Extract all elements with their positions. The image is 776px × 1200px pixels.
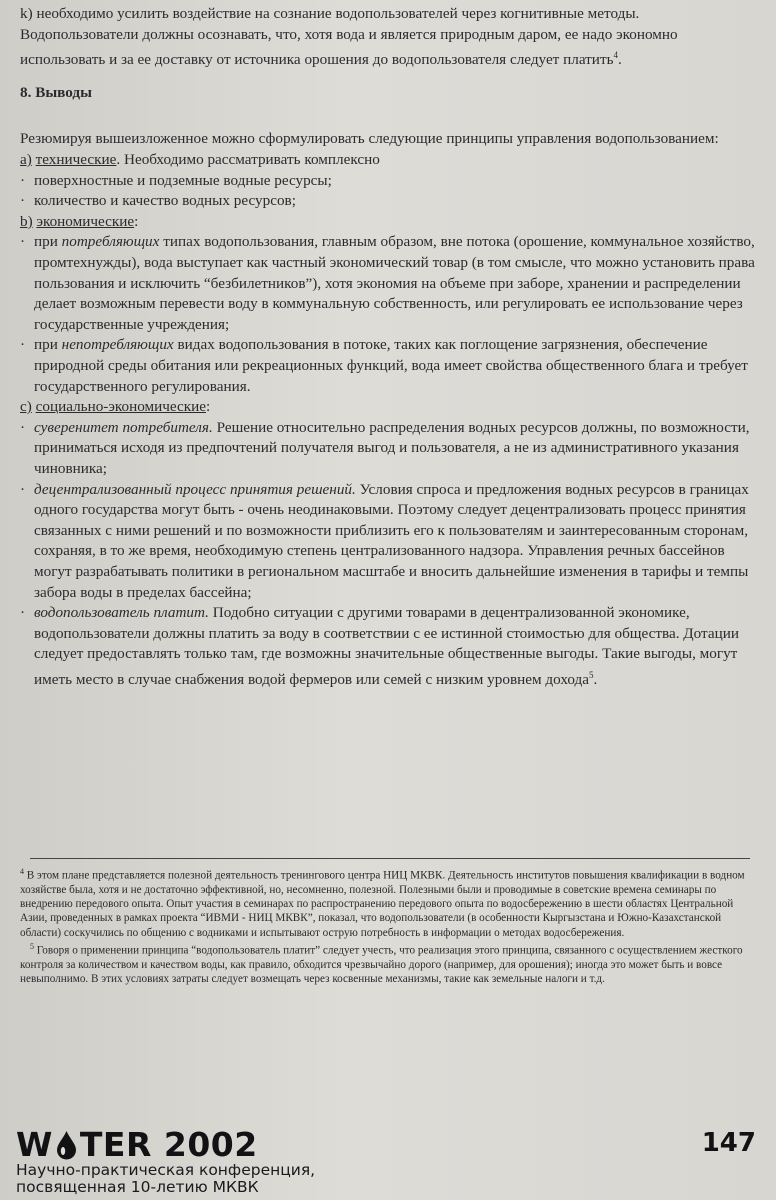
period: .	[593, 670, 598, 688]
footnote-ref-4: 4	[613, 50, 619, 61]
footnote-5	[20, 940, 755, 986]
logo-text: TER 2002	[79, 1125, 258, 1164]
paragraph-k: k) необходимо усилить воздействие на сознание водопользователей через когнитивные методы. Водопользователи должны осознавать, что, хотя вода и является природным даром, ее надо экономно использовать и за ее доставку от источника орошения до водопользователя следует платить$^4$.	[20, 5, 678, 69]
footnote-text: Говоря о применении принципа “водопользователь платит” следует учесть, что реализация этого принципа, связанного с осуществлением жесткого контроля за количеством и качеством воды, как правило, обходится чрезвычайно дорого (например, для орошения); иногда это может быть и вовсе невыполнимо. В этих условиях затраты следует возмещать через косвенные механизмы, такие как земельные налоги и т.д.	[20, 944, 743, 985]
k-item-text: k) необходимо усилить воздействие на сознание водопользователей через когнитивные методы. Водопользователи должны осознавать, что, хотя вода и является природным даром, ее надо экономно использовать и за ее доставку от источника орошения до водопользователя следует платить	[20, 5, 678, 69]
bullet-emphasis: непотребляющих	[61, 336, 174, 354]
bullet-emphasis: суверенитет потребителя.	[34, 418, 213, 436]
water-2002-logo	[16, 1125, 756, 1164]
bullet-text: типах водопользования, главным образом, вне потока (орошение, коммунальное хозяйство, промтехнужды), вода выступает как частный экономический товар (в том смысле, что можно установить права пользования и исключить “безбилетников”), хотя экономия на объеме при заборе, хранении и распределении делает возможным перевести воду в коммунальную собственность, или регулировать ее использование через государственные учреждения;	[34, 233, 755, 333]
section-heading: 8. Выводы	[20, 83, 92, 101]
bullet-text: Решение относительно распределения водных ресурсов должны, по возможности, приниматься исходя из предпочтений получателя выгод и пользователя, а не из административного указания чиновника;	[34, 418, 750, 477]
colon: :	[134, 212, 139, 230]
item-c-bullet-2: · децентрализованный процесс принятия решений. Условия спроса и предложения водных ресурсов в границах одного государства могут быть - очень неодинаковыми. Поэтому следует децентрализовать процесс принятия связанных с ними решений и по возможности приблизить его к пользователям и заинтересованным сторонам, сохраняя, в то же время, необходимую степень централизованного надзора. Управления речных бассейнов могут разрабатывать политики в региональном масштабе и вносить дальнейшие изменения в тарифы и темпы забора воды в пределах бассейна;	[20, 480, 749, 601]
footnotes	[20, 858, 755, 986]
bullet-emphasis: водопользователь платит.	[34, 604, 209, 622]
bullet-prefix: при	[34, 336, 62, 354]
footnote-ref-5: 5	[588, 669, 594, 680]
item-c-title: социально-экономические	[35, 398, 206, 416]
bullet-emphasis: децентрализованный процесс принятия решений.	[34, 480, 356, 498]
bullet-emphasis: потребляющих	[61, 233, 160, 251]
bullet-text: поверхностные и подземные водные ресурсы;	[34, 171, 332, 189]
item-a	[20, 150, 755, 171]
item-a-label: a)	[20, 151, 32, 169]
item-a-text: . Необходимо рассматривать комплексно	[116, 151, 380, 169]
conference-title	[16, 1162, 756, 1196]
item-c-bullet-1: · суверенитет потребителя. Решение относительно распределения водных ресурсов должны, по возможности, приниматься исходя из предпочтений получателя выгод и пользователя, а не из административного указания чиновника;	[20, 418, 750, 477]
page-footer	[16, 1125, 756, 1198]
item-c-label: c)	[20, 398, 32, 416]
page-number: 147	[701, 1128, 756, 1158]
colon: :	[206, 398, 211, 416]
conference-line-1: Научно-практическая конференция,	[16, 1161, 316, 1179]
footnote-text: В этом плане представляется полезной деятельность тренингового центра НИЦ МКВК. Деятельность институтов повышения квалификации в водном хозяйстве была, хотя и не достаточно эффективной, но, несомненно, полезной. Полезными были и проводимые в советские времена семинары по внедрению передового опыта. Опыт участия в семинарах по распространению передового опыта по водосбережению в шести областях Центральной Азии, проведенных в рамках проекта “ИВМИ - НИЦ МКВК”, показал, что водопользователи (в особенности Кыргызстана и Южно-Казахстанской области) соскучились по общению с водниками и испытывают острую потребность в информации о методах водосбережения.	[20, 869, 745, 939]
item-c	[20, 397, 755, 418]
water-drop-icon	[55, 1130, 78, 1160]
item-b-label: b)	[20, 212, 33, 230]
item-b-bullet-2: · при непотребляющих видах водопользования в потоке, таких как поглощение загрязнения, обеспечение природной среды обитания или рекреационных функций, вода имеет свойства общественного блага и требует государственного регулирования.	[20, 336, 748, 395]
item-b-title: экономические	[36, 212, 135, 230]
bullet-prefix: при	[34, 233, 62, 251]
item-a-bullet-2: · количество и качество водных ресурсов;	[20, 192, 296, 210]
footnote-divider	[30, 858, 750, 859]
footnote-number: 5	[30, 941, 34, 951]
logo-letter: W	[16, 1125, 53, 1164]
item-a-bullet-1: · поверхностные и подземные водные ресурсы;	[20, 171, 332, 189]
bullet-text: количество и качество водных ресурсов;	[34, 192, 296, 210]
bullet-text: Условия спроса и предложения водных ресурсов в границах одного государства могут быть - очень неодинаковыми. Поэтому следует децентрализовать процесс принятия связанных с ними решений и по возможности приблизить его к пользователям и заинтересованным сторонам, сохраняя, в то же время, необходимую степень централизованного надзора. Управления речных бассейнов могут разрабатывать политики в региональном масштабе и вносить дальнейшие изменения в тарифы и темпы забора воды в пределах бассейна;	[34, 480, 749, 601]
footnote-number: 4	[20, 867, 24, 876]
footnote-4	[20, 865, 755, 940]
item-c-bullet-3: · водопользователь платит. Подобно ситуации с другими товарами в децентрализованной экономике, водопользователи должны платить за воду в соответствии с ее истинной стоимостью для общества. Дотации следует предоставлять только там, где возможны значительные общественные выгоды. Такие выгоды, могут иметь место в случае снабжения водой фермеров или семей с низким уровнем дохода$^5$.	[20, 604, 739, 688]
item-b-bullet-1: · при потребляющих типах водопользования, главным образом, вне потока (орошение, коммунальное хозяйство, промтехнужды), вода выступает как частный экономический товар (в том смысле, что можно установить права пользования и исключить “безбилетников”), хотя экономия на объеме при заборе, хранении и распределении делает возможным перевести воду в коммунальную собственность, или регулировать ее использование через государственные учреждения;	[20, 233, 755, 333]
item-b	[20, 212, 755, 233]
main-text	[20, 4, 755, 691]
bullet-text: Подобно ситуации с другими товарами в децентрализованной экономике, водопользователи должны платить за воду в соответствии с ее истинной стоимостью для общества. Дотации следует предоставлять только там, где возможны значительные общественные выгоды. Такие выгоды, могут иметь место в случае снабжения водой фермеров или семей с низким уровнем дохода	[34, 604, 739, 688]
bullet-text: видах водопользования в потоке, таких как поглощение загрязнения, обеспечение природной среды обитания или рекреационных функций, вода имеет свойства общественного блага и требует государственного регулирования.	[34, 336, 748, 395]
conference-line-2: посвященная 10-летию МКВК	[16, 1178, 259, 1196]
intro-paragraph: Резюмируя вышеизложенное можно сформулировать следующие принципы управления водопользованием:	[20, 130, 719, 148]
item-a-title: технические	[35, 151, 117, 169]
